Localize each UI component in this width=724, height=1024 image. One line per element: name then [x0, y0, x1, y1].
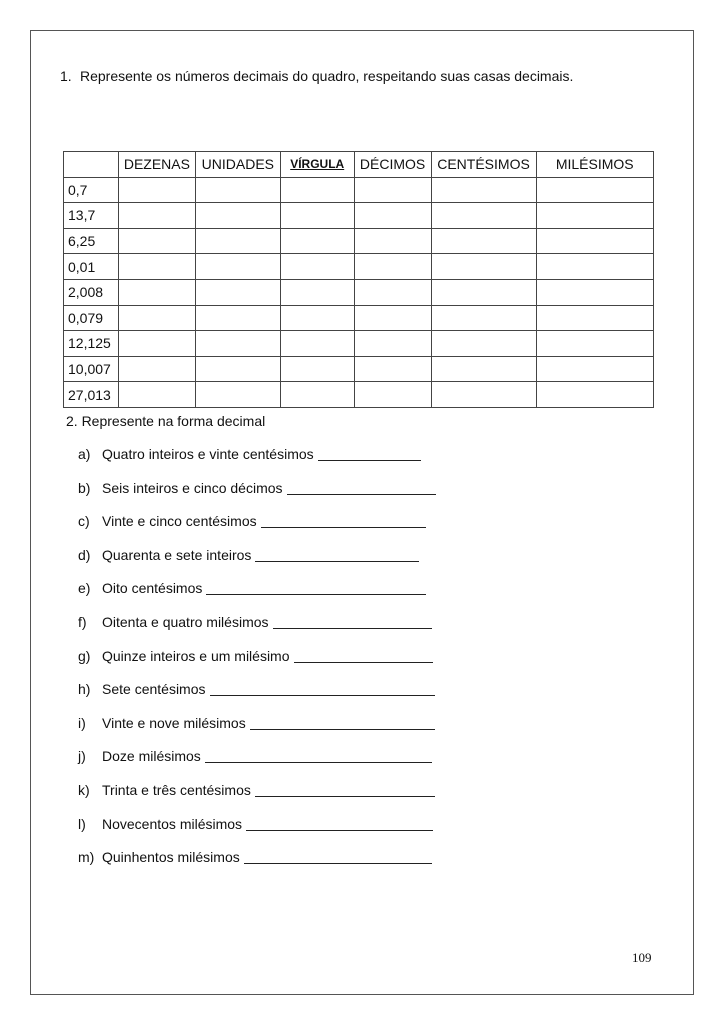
answer-cell[interactable] [195, 356, 280, 382]
row-number-cell: 0,7 [64, 177, 119, 203]
item-text: Oitenta e quatro milésimos [102, 613, 269, 630]
item-text: Trinta e três centésimos [102, 781, 251, 798]
item-letter: h) [78, 681, 91, 698]
header-cell-milesimos: MILÉSIMOS [536, 152, 654, 178]
table-row [64, 356, 654, 382]
table-header-row [64, 152, 654, 178]
answer-cell[interactable] [118, 228, 195, 254]
answer-cell[interactable] [280, 203, 354, 229]
table-row [64, 331, 654, 357]
answer-cell[interactable] [195, 305, 280, 331]
answer-cell[interactable] [536, 203, 654, 229]
table-row [64, 254, 654, 280]
header-cell-unidades: UNIDADES [195, 152, 280, 178]
answer-blank[interactable] [318, 446, 421, 461]
answer-cell[interactable] [431, 305, 536, 331]
table-row [64, 177, 654, 203]
answer-cell[interactable] [354, 254, 431, 280]
answer-cell[interactable] [354, 382, 431, 408]
table-row [64, 279, 654, 305]
answer-cell[interactable] [431, 382, 536, 408]
item-text: Oito centésimos [102, 580, 203, 597]
item-text: Novecentos milésimos [102, 815, 243, 832]
answer-blank[interactable] [206, 580, 426, 595]
answer-cell[interactable] [431, 228, 536, 254]
list-item [78, 480, 436, 514]
answer-cell[interactable] [354, 331, 431, 357]
answer-cell[interactable] [280, 254, 354, 280]
answer-cell[interactable] [536, 331, 654, 357]
question-2-heading: 2. Represente na forma decimal [66, 413, 266, 429]
answer-blank[interactable] [287, 480, 436, 495]
answer-blank[interactable] [210, 681, 435, 696]
table-row [64, 228, 654, 254]
header-cell-centesimos: CENTÉSIMOS [431, 152, 536, 178]
answer-cell[interactable] [195, 203, 280, 229]
item-letter: e) [78, 580, 91, 597]
answer-cell[interactable] [280, 382, 354, 408]
answer-cell[interactable] [195, 254, 280, 280]
list-item [78, 446, 436, 480]
question-2-list [78, 446, 436, 883]
item-letter: j) [78, 748, 86, 765]
answer-cell[interactable] [195, 279, 280, 305]
item-letter: l) [78, 815, 86, 832]
question-1-heading [60, 68, 573, 84]
list-item [78, 580, 436, 614]
item-text: Doze milésimos [102, 748, 201, 765]
page-number: 109 [632, 950, 652, 965]
answer-cell[interactable] [280, 279, 354, 305]
answer-cell[interactable] [195, 382, 280, 408]
answer-cell[interactable] [118, 203, 195, 229]
answer-cell[interactable] [195, 331, 280, 357]
answer-cell[interactable] [118, 305, 195, 331]
list-item [78, 715, 436, 749]
row-number-cell: 2,008 [64, 279, 119, 305]
answer-cell[interactable] [354, 228, 431, 254]
answer-cell[interactable] [118, 356, 195, 382]
answer-blank[interactable] [246, 816, 433, 831]
row-number-cell: 10,007 [64, 356, 119, 382]
answer-cell[interactable] [354, 203, 431, 229]
answer-cell[interactable] [118, 382, 195, 408]
item-text: Quarenta e sete inteiros [102, 546, 252, 563]
answer-cell[interactable] [431, 203, 536, 229]
item-text: Sete centésimos [102, 681, 206, 698]
list-item [78, 816, 436, 850]
answer-cell[interactable] [118, 279, 195, 305]
answer-cell[interactable] [431, 331, 536, 357]
list-item [78, 547, 436, 581]
item-letter: d) [78, 546, 91, 563]
list-item [78, 782, 436, 816]
list-item [78, 748, 436, 782]
answer-blank[interactable] [244, 849, 432, 864]
answer-cell[interactable] [431, 279, 536, 305]
row-number-cell: 6,25 [64, 228, 119, 254]
answer-cell[interactable] [536, 177, 654, 203]
row-number-cell: 27,013 [64, 382, 119, 408]
answer-cell[interactable] [354, 356, 431, 382]
list-item [78, 513, 436, 547]
list-item [78, 648, 436, 682]
row-number-cell: 0,01 [64, 254, 119, 280]
table-row [64, 305, 654, 331]
table-body [64, 177, 654, 407]
item-letter: b) [78, 479, 91, 496]
answer-cell[interactable] [118, 254, 195, 280]
answer-cell[interactable] [195, 228, 280, 254]
item-text: Vinte e nove milésimos [102, 714, 246, 731]
answer-cell[interactable] [431, 177, 536, 203]
item-text: Vinte e cinco centésimos [102, 513, 257, 530]
answer-blank[interactable] [255, 547, 419, 562]
row-number-cell: 12,125 [64, 331, 119, 357]
answer-blank[interactable] [250, 715, 435, 730]
answer-cell[interactable] [118, 177, 195, 203]
table-row [64, 203, 654, 229]
answer-blank[interactable] [273, 614, 432, 629]
list-item [78, 849, 436, 883]
table-row [64, 382, 654, 408]
header-cell-dezenas: DEZENAS [118, 152, 195, 178]
answer-cell[interactable] [536, 254, 654, 280]
row-number-cell: 0,079 [64, 305, 119, 331]
answer-cell[interactable] [536, 356, 654, 382]
answer-cell[interactable] [354, 177, 431, 203]
answer-blank[interactable] [261, 513, 426, 528]
answer-cell[interactable] [118, 331, 195, 357]
answer-cell[interactable] [536, 305, 654, 331]
answer-cell[interactable] [280, 177, 354, 203]
row-number-cell: 13,7 [64, 203, 119, 229]
header-cell-virgula: VÍRGULA [280, 152, 354, 178]
item-letter: m) [78, 849, 95, 866]
answer-cell[interactable] [195, 177, 280, 203]
list-item [78, 614, 436, 648]
answer-cell[interactable] [431, 356, 536, 382]
answer-blank[interactable] [294, 648, 433, 663]
item-text: Seis inteiros e cinco décimos [102, 479, 283, 496]
item-letter: f) [78, 613, 87, 630]
item-letter: a) [78, 446, 91, 462]
answer-cell[interactable] [354, 279, 431, 305]
item-letter: i) [78, 714, 86, 731]
answer-cell[interactable] [536, 228, 654, 254]
decimal-places-table [63, 151, 654, 408]
question-1-number: 1. [60, 68, 72, 84]
answer-cell[interactable] [280, 331, 354, 357]
item-letter: c) [78, 513, 90, 530]
answer-cell[interactable] [431, 254, 536, 280]
item-text: Quatro inteiros e vinte centésimos [102, 446, 314, 462]
answer-cell[interactable] [354, 305, 431, 331]
list-item [78, 681, 436, 715]
question-1-text: Represente os números decimais do quadro, respeitando suas casas decimais. [80, 68, 574, 84]
header-cell-empty [64, 152, 119, 178]
answer-blank[interactable] [255, 782, 435, 797]
answer-cell[interactable] [280, 356, 354, 382]
item-letter: k) [78, 781, 90, 798]
answer-cell[interactable] [536, 382, 654, 408]
item-text: Quinze inteiros e um milésimo [102, 647, 290, 664]
answer-cell[interactable] [280, 305, 354, 331]
item-letter: g) [78, 647, 91, 664]
answer-blank[interactable] [205, 748, 432, 763]
answer-cell[interactable] [280, 228, 354, 254]
header-cell-decimos: DÉCIMOS [354, 152, 431, 178]
item-text: Quinhentos milésimos [102, 849, 240, 866]
answer-cell[interactable] [536, 279, 654, 305]
